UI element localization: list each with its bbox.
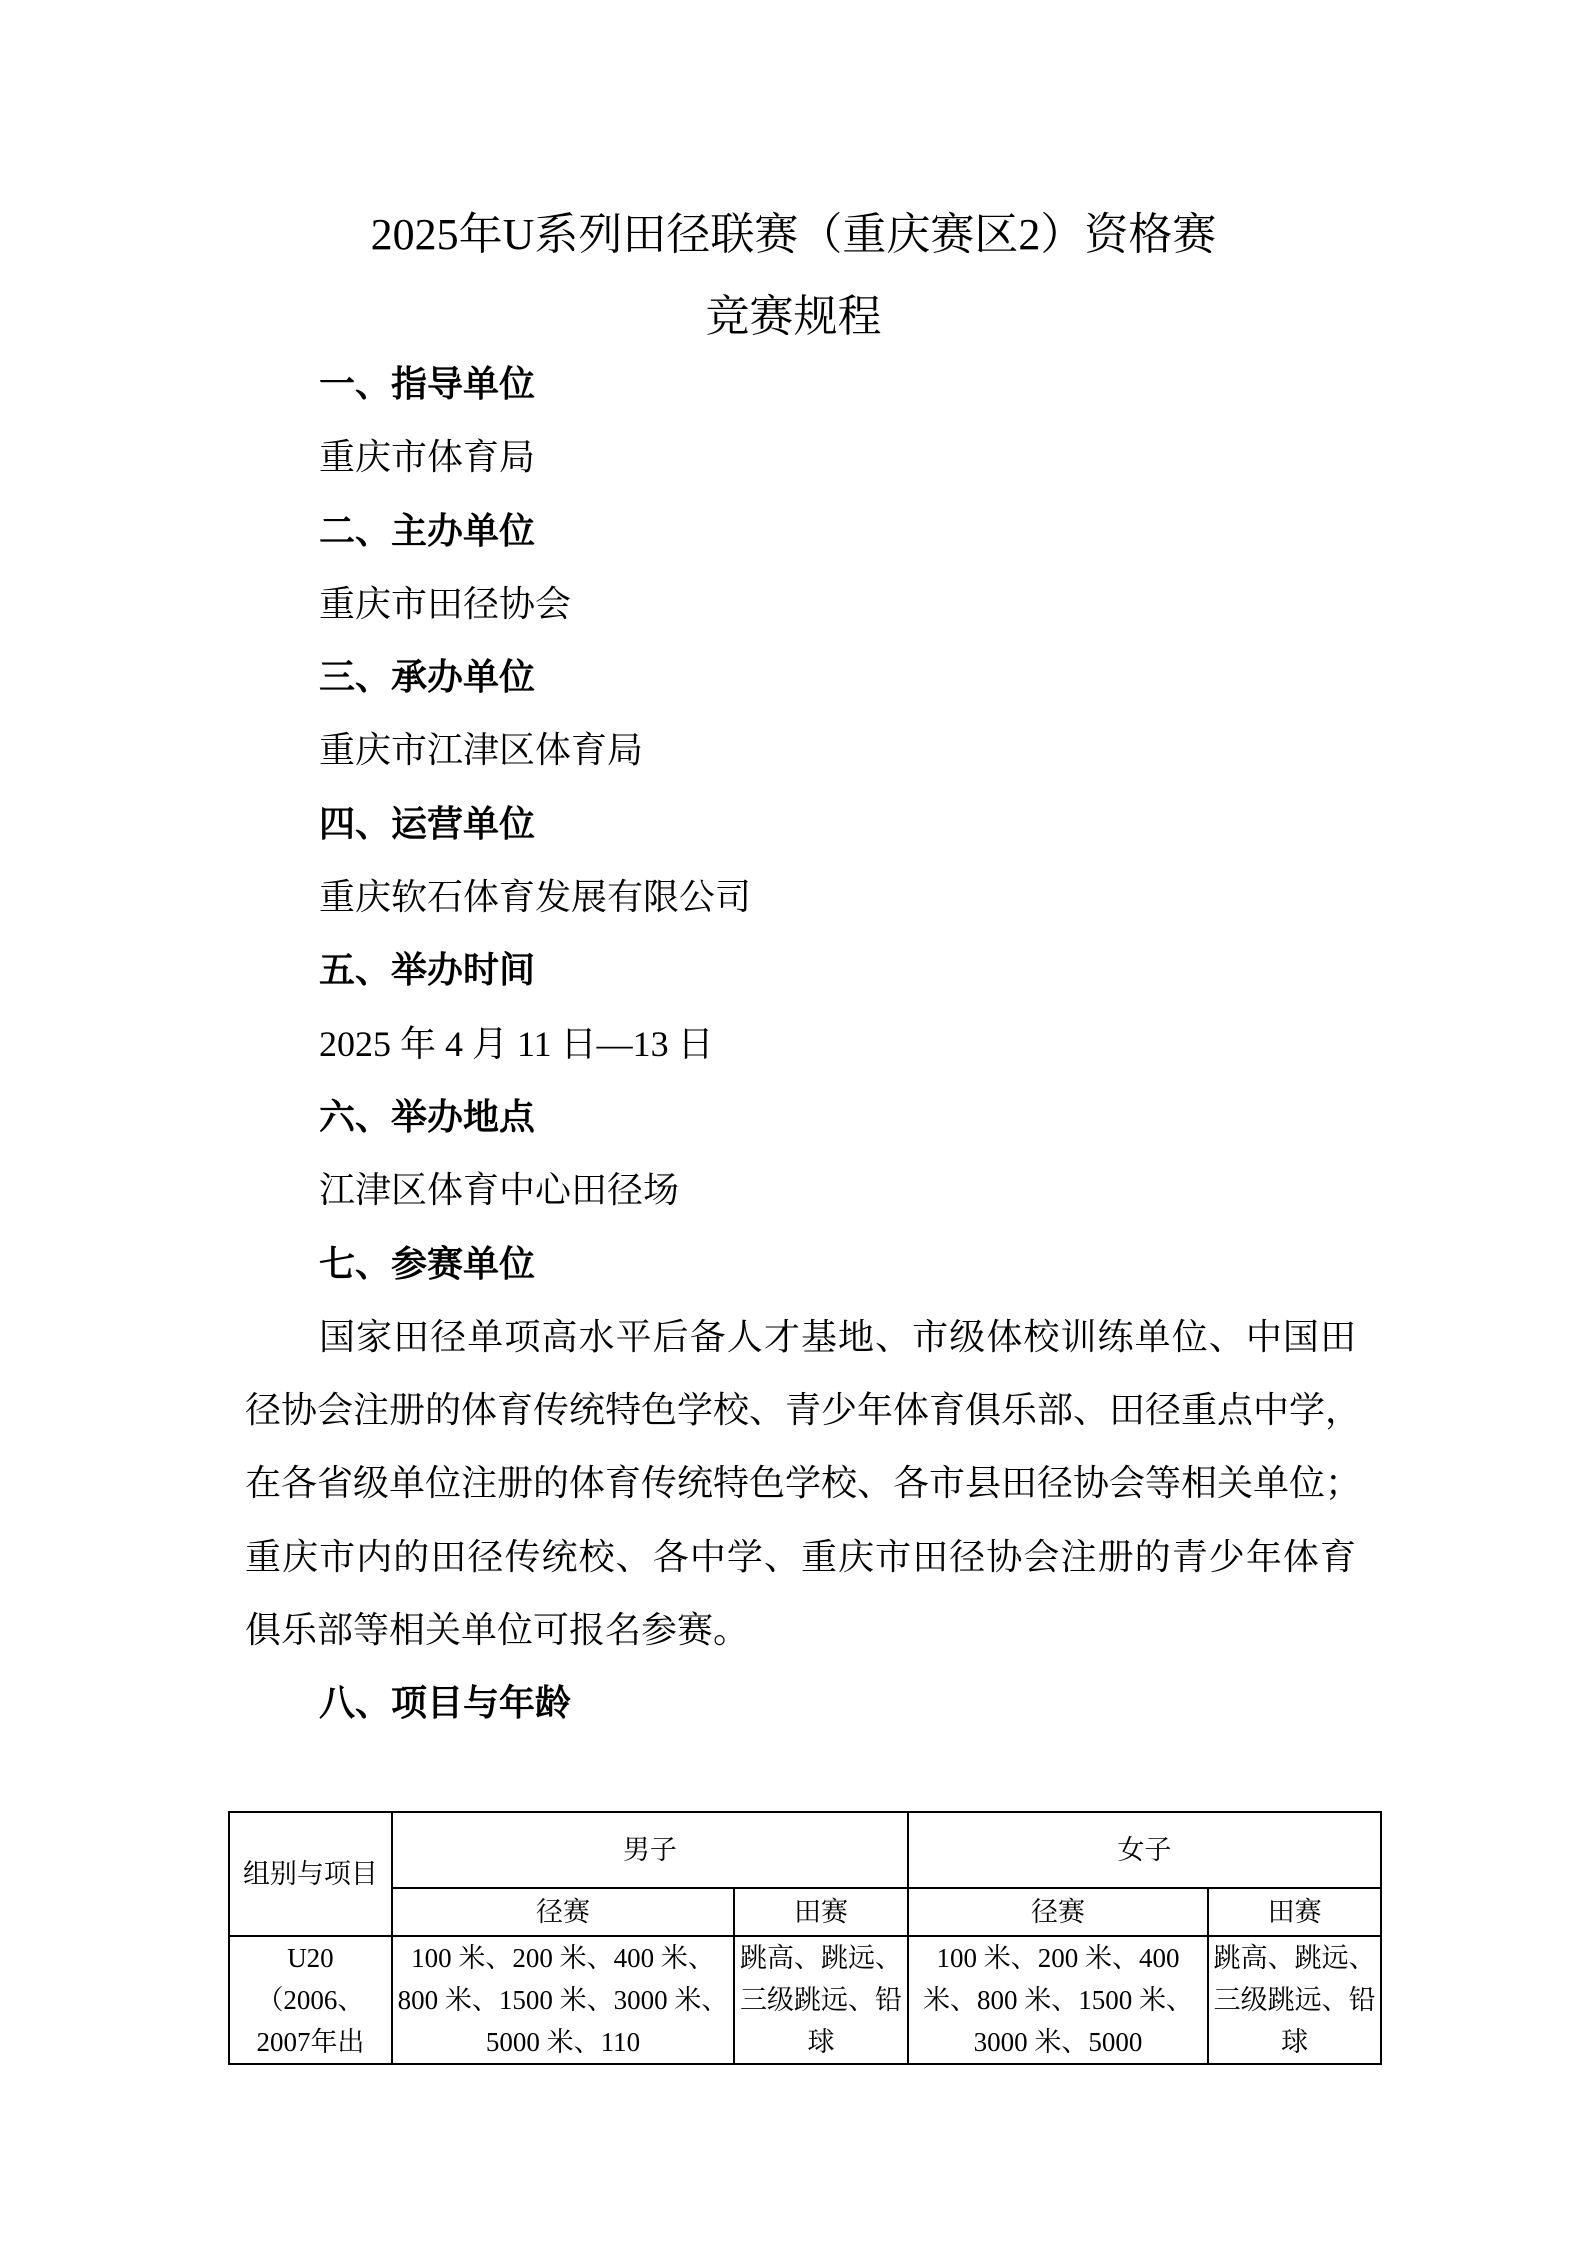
table-row bbox=[229, 1936, 1381, 2064]
section-content: 江津区体育中心田径场 bbox=[319, 1170, 680, 1211]
section-content: 重庆市田径协会 bbox=[319, 583, 572, 624]
women-field-cell: 跳高、跳远、三级跳远、铅球 bbox=[1208, 1936, 1381, 2064]
section-content: 重庆软石体育发展有限公司 bbox=[319, 877, 752, 918]
section-heading: 四、运营单位 bbox=[319, 803, 536, 844]
section-heading: 三、承办单位 bbox=[319, 657, 536, 698]
section-heading: 一、指导单位 bbox=[319, 364, 536, 404]
men-track-cell: 100 米、200 米、400 米、800 米、1500 米、3000 米、5000 米、110 bbox=[392, 1936, 734, 2064]
section-heading: 二、主办单位 bbox=[319, 510, 536, 551]
document-title bbox=[0, 194, 1587, 358]
corner-header: 组别与项目 bbox=[229, 1812, 392, 1936]
men-field-header: 田赛 bbox=[734, 1888, 908, 1936]
section-heading: 六、举办地点 bbox=[319, 1096, 536, 1137]
events-age-table bbox=[228, 1811, 1382, 2065]
paragraph-line: 重庆市内的田径传统校、各中学、重庆市田径协会注册的青少年体育 bbox=[245, 1536, 1356, 1577]
women-field-header: 田赛 bbox=[1208, 1888, 1381, 1936]
women-track-header: 径赛 bbox=[908, 1888, 1208, 1936]
section-heading: 八、项目与年龄 bbox=[319, 1683, 572, 1724]
paragraph-line: 俱乐部等相关单位可报名参赛。 bbox=[245, 1610, 750, 1651]
women-header: 女子 bbox=[908, 1812, 1381, 1888]
title-line-2: 竞赛规程 bbox=[705, 292, 882, 341]
men-track-header: 径赛 bbox=[392, 1888, 734, 1936]
section-heading: 五、举办时间 bbox=[319, 950, 536, 991]
section-content: 重庆市江津区体育局 bbox=[319, 730, 644, 771]
men-header: 男子 bbox=[392, 1812, 908, 1888]
women-track-cell: 100 米、200 米、400 米、800 米、1500 米、3000 米、5000 bbox=[908, 1936, 1208, 2064]
paragraph-line: 国家田径单项高水平后备人才基地、市级体校训练单位、中国田 bbox=[319, 1316, 1356, 1357]
section-content: 重庆市体育局 bbox=[319, 437, 536, 478]
group-cell: U20（2006、2007年出 bbox=[229, 1936, 392, 2064]
paragraph-line: 在各省级单位注册的体育传统特色学校、各市县田径协会等相关单位； bbox=[245, 1463, 1362, 1504]
paragraph-line: 径协会注册的体育传统特色学校、青少年体育俱乐部、田径重点中学， bbox=[245, 1390, 1362, 1431]
section-heading: 七、参赛单位 bbox=[319, 1243, 536, 1284]
men-field-cell: 跳高、跳远、三级跳远、铅球 bbox=[734, 1936, 908, 2064]
section-content: 2025 年 4 月 11 日—13 日 bbox=[319, 1023, 714, 1064]
title-line-1: 2025年U系列田径联赛（重庆赛区2）资格赛 bbox=[370, 210, 1217, 259]
document-body bbox=[245, 348, 1362, 1741]
